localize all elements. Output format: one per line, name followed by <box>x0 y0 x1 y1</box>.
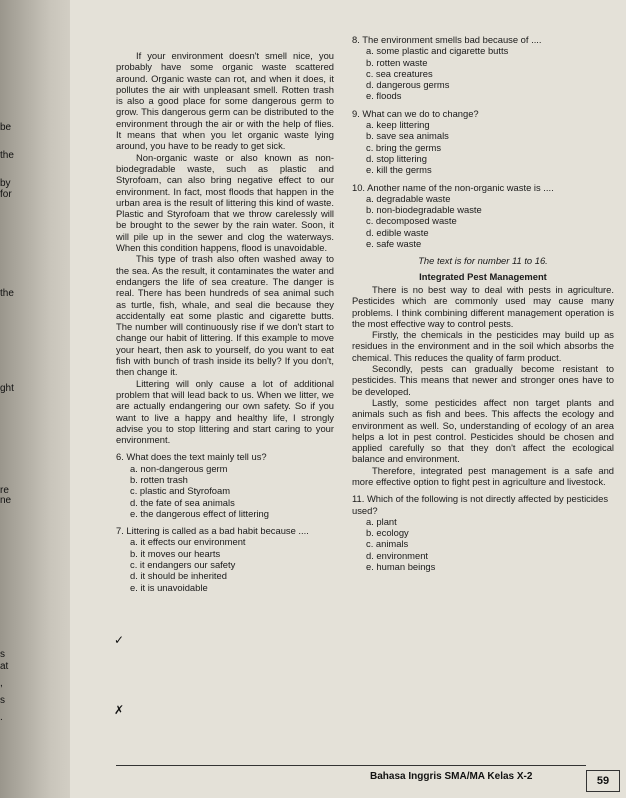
question-text: 7. Littering is called as a bad habit because .... <box>116 525 309 537</box>
option-a[interactable]: a. it effects our environment <box>130 536 246 548</box>
option-b[interactable]: b. it moves our hearts <box>130 547 221 559</box>
question-text: 9. What can we do to change? <box>352 107 479 119</box>
question-text: 10. Another name of the non-organic waste is .... <box>352 181 554 193</box>
question-7 <box>116 525 334 593</box>
option-c[interactable]: c. bring the germs <box>366 141 442 153</box>
option-a[interactable]: a. some plastic and cigarette butts <box>366 45 509 57</box>
margin-fragment: s <box>0 649 5 660</box>
question-text: 6. What does the text mainly tell us? <box>116 451 267 463</box>
option-d[interactable]: d. the fate of sea animals <box>130 496 235 508</box>
question-9 <box>352 108 614 176</box>
ipm-title: Integrated Pest Management <box>419 270 547 282</box>
margin-fragment: be <box>0 122 12 133</box>
question-10 <box>352 182 614 250</box>
paragraph-organic-waste: If your environment doesn't smell nice, you probably have some organic waste scattered around. Organic waste can rot, and when it does, it pollutes the air with unpleasant smell. Rotten trash is also a good place for some dangerous germ to grow. This dangerous germ can be distributed to the environment through the air or with the help of flies. It means that when you let organic waste lying around, you have to be ready to get sick. <box>116 50 334 152</box>
right-column <box>352 10 614 572</box>
margin-fragment: , <box>0 678 3 689</box>
page-number: 59 <box>586 770 620 792</box>
option-a[interactable]: a. keep littering <box>366 119 430 131</box>
option-b[interactable]: b. rotten trash <box>130 473 188 485</box>
margin-fragment: ght <box>0 383 14 394</box>
paragraph-ipm-intro: There is no best way to deal with pests in agriculture. Pesticides which are commonly used may cause many problems. I think combining different management operation is the most effective way to control pests. <box>352 283 614 329</box>
option-d[interactable]: d. edible waste <box>366 226 429 238</box>
footer-title: Bahasa Inggris SMA/MA Kelas X-2 <box>370 771 533 782</box>
option-c[interactable]: c. decomposed waste <box>366 215 457 227</box>
option-c[interactable]: c. it endangers our safety <box>130 559 236 571</box>
text-note: The text is for number 11 to 16. <box>418 255 548 267</box>
option-d[interactable]: d. environment <box>366 549 429 561</box>
option-b[interactable]: b. save sea animals <box>366 130 449 142</box>
left-column <box>116 50 334 593</box>
option-c[interactable]: c. animals <box>366 538 409 550</box>
margin-fragment: re <box>0 485 9 496</box>
margin-fragment: the <box>0 288 14 299</box>
option-a[interactable]: a. degradable waste <box>366 192 451 204</box>
option-d[interactable]: d. it should be inherited <box>130 570 227 582</box>
margin-fragment: s <box>0 695 5 706</box>
paragraph-non-target: Lastly, some pesticides affect non target plants and animals such as fish and bees. This affects the ecology and environment as well. So, understanding of ecology of an area helps a lot in pest control. Pesticides should be chosen and applied carefully so that they don't affect the ecological balance and environment. <box>352 396 614 465</box>
previous-page-shadow <box>0 0 72 798</box>
paragraph-residues: Firstly, the chemicals in the pesticides may build up as residues in the environment and in the soil which absorbs the chemical. This reduces the quality of farm product. <box>352 329 614 363</box>
option-b[interactable]: b. rotten waste <box>366 56 428 68</box>
textbook-page <box>70 0 626 798</box>
margin-fragment: by <box>0 178 11 189</box>
margin-fragment: for <box>0 189 12 200</box>
option-c[interactable]: c. sea creatures <box>366 67 433 79</box>
option-a[interactable]: a. non-dangerous germ <box>130 462 228 474</box>
margin-fragment: the <box>0 150 14 161</box>
pen-cross-mark-icon: ✗ <box>114 703 125 717</box>
option-d[interactable]: d. dangerous germs <box>366 79 450 91</box>
question-text: 8. The environment smells bad because of .... <box>352 34 542 45</box>
option-e[interactable]: e. kill the germs <box>366 164 432 176</box>
option-c[interactable]: c. plastic and Styrofoam <box>130 485 231 497</box>
paragraph-ipm-conclusion: Therefore, integrated pest management is a safe and more effective option to fight pest in agriculture and livestock. <box>352 464 614 487</box>
option-d[interactable]: d. stop littering <box>366 152 427 164</box>
footer-rule <box>116 765 586 766</box>
option-e[interactable]: e. the dangerous effect of littering <box>130 507 269 519</box>
paragraph-conclusion: Littering will only cause a lot of additional problem that will lead back to us. When we litter, we are actually endangering our own safety. So if you want to live a happy and healthy life, I strongly advise you to stop littering and start caring to your environment. <box>116 377 334 446</box>
option-b[interactable]: b. non-biodegradable waste <box>366 204 482 216</box>
question-text: 11. Which of the following is not directly affected by pesticides used? <box>352 493 609 516</box>
option-b[interactable]: b. ecology <box>366 527 409 539</box>
option-e[interactable]: e. safe waste <box>366 238 422 250</box>
margin-fragment: at <box>0 661 9 672</box>
question-8 <box>352 34 614 102</box>
question-11 <box>352 493 614 572</box>
question-6 <box>116 451 334 519</box>
margin-fragment: ne <box>0 495 12 506</box>
option-e[interactable]: e. human beings <box>366 561 436 573</box>
option-e[interactable]: e. it is unavoidable <box>130 581 208 593</box>
margin-fragment: . <box>0 712 3 723</box>
paragraph-resistance: Secondly, pests can gradually become resistant to pesticides. This means that newer and stronger ones have to be developed. <box>352 363 614 397</box>
option-e[interactable]: e. floods <box>366 90 402 102</box>
pen-check-mark-icon: ✓ <box>114 633 125 647</box>
option-a[interactable]: a. plant <box>366 515 397 527</box>
paragraph-sea-creatures: This type of trash also often washed away to the sea. As the result, it contaminates the water and endangers the life of sea creature. The danger is real. There has been hundreds of sea animal such as turtle, fish, whale, and seal die because they accidentally eat some plastic and cigarette butts. The number will continuously rise if we don't start to change our habit of littering. If this example to move your heart, then ask to yourself, do you want to eat fish with bunch of trash inside its belly? If you don't, then change it. <box>116 253 334 378</box>
paragraph-non-organic-waste: Non-organic waste or also known as non-biodegradable waste, such as plastic and Styrofoam, can also bring negative effect to our environment. In fact, most floods that happen in the urban area is the result of littering this kind of waste. Plastic and Styrofoam that we throw carelessly will be brought to the sewer by the rain water. Soon, it will pile up in the sewer and clog the waterways. When this condition happens, flood is unavoidable. <box>116 151 334 254</box>
